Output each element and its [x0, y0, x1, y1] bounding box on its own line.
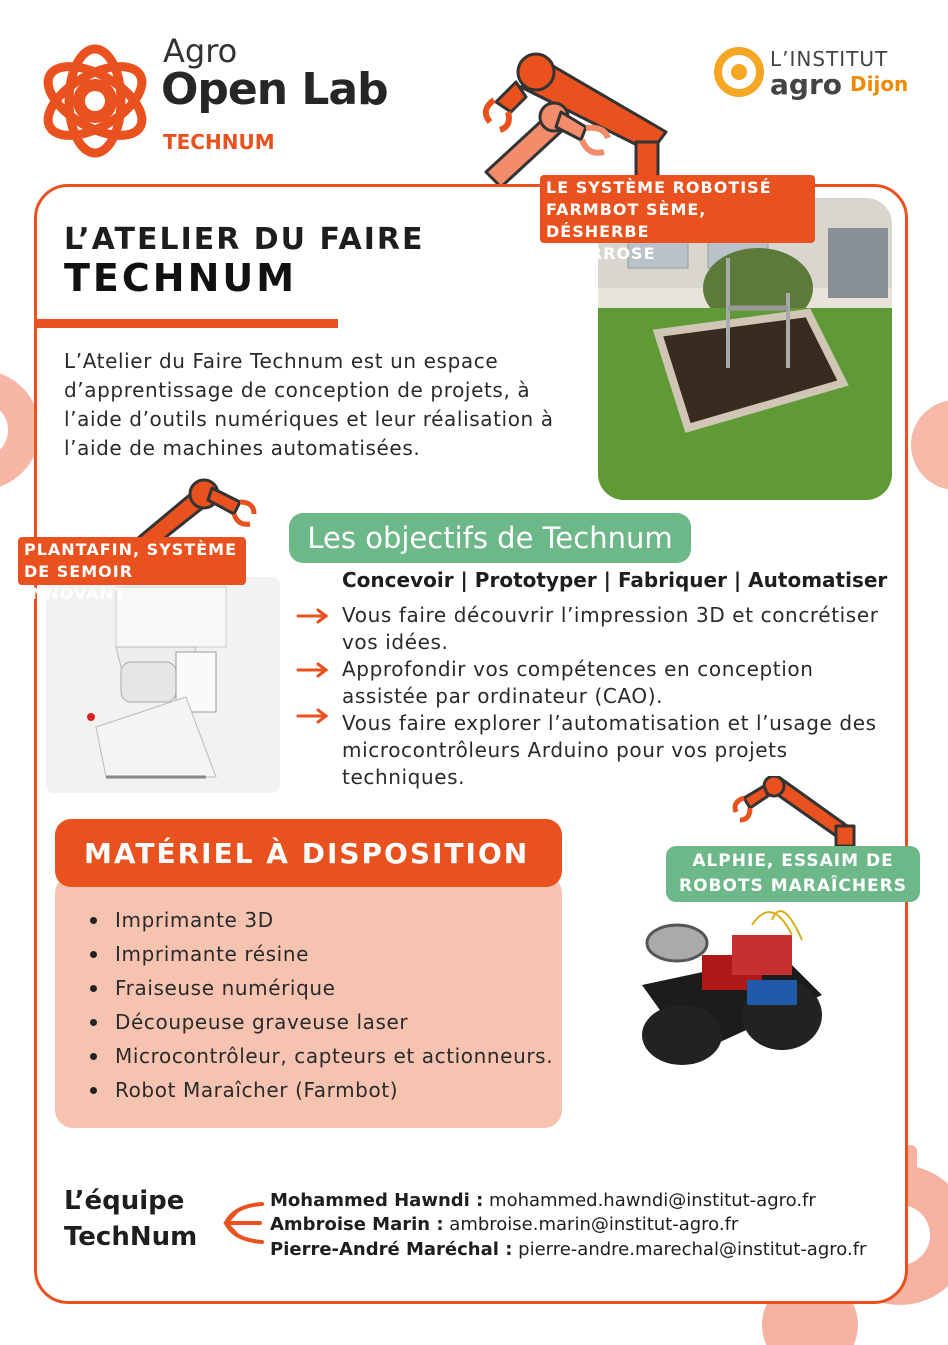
- objective-item: Approfondir vos compétences en conception assistée par ordinateur (CAO).: [342, 657, 814, 708]
- team-member-name: Pierre-André Maréchal :: [270, 1239, 513, 1260]
- logo-technum-text: TECHNUM: [163, 130, 275, 154]
- list-item: Découpeuse graveuse laser: [88, 1005, 553, 1039]
- logo-open-lab-text: Open Lab: [161, 64, 388, 115]
- team-title-line2: TechNum: [64, 1222, 198, 1252]
- logo-agro-text: Agro: [163, 32, 238, 70]
- farmbot-label: [540, 175, 815, 263]
- plantafin-label-line2: DE SEMOIR INNOVANT: [24, 562, 134, 603]
- team-member-email[interactable]: mohammed.hawndi@institut-agro.fr: [489, 1190, 816, 1211]
- team-member: [270, 1239, 866, 1260]
- list-item: Robot Maraîcher (Farmbot): [88, 1073, 553, 1107]
- objective-item: Vous faire explorer l’automatisation et l’usage des microcontrôleurs Arduino pour vos projets techniques.: [342, 711, 877, 789]
- materiel-list: [88, 903, 553, 1107]
- team-title-line1: L’équipe: [64, 1186, 185, 1216]
- team-member-name: Mohammed Hawndi :: [270, 1190, 484, 1211]
- objectives-title: Les objectifs de Technum: [289, 513, 691, 563]
- farmbot-label-line3: ET ARROSE: [546, 244, 656, 263]
- open-lab-logo-icon: [32, 38, 158, 164]
- alphie-photo: [632, 895, 828, 1091]
- objective-item: Vous faire découvrir l’impression 3D et concrétiser vos idées.: [342, 603, 879, 654]
- alphie-label-line2: ROBOTS MARAÎCHERS: [678, 876, 907, 896]
- arrow-right-icon: [296, 662, 330, 678]
- robot-arm-alphie-icon: [728, 776, 860, 846]
- plantafin-photo: [46, 577, 280, 793]
- gear-right-decoration: [906, 390, 948, 500]
- arrow-right-icon: [296, 708, 330, 724]
- list-item: Imprimante résine: [88, 937, 553, 971]
- institut-dijon-text: Dijon: [850, 72, 909, 96]
- farmbot-label-line2: FARMBOT SÈME, DÉSHERBE: [546, 200, 707, 241]
- farmbot-label-line1: LE SYSTÈME ROBOTISÉ: [546, 178, 772, 197]
- title-underline: [36, 319, 338, 328]
- team-member: [270, 1214, 738, 1235]
- list-item: Microcontrôleur, capteurs et actionneurs.: [88, 1039, 553, 1073]
- team-member-email[interactable]: ambroise.marin@institut-agro.fr: [449, 1214, 739, 1235]
- plantafin-label-line1: PLANTAFIN, SYSTÈME: [24, 540, 237, 559]
- team-member-name: Ambroise Marin :: [270, 1214, 444, 1235]
- intro-paragraph: L’Atelier du Faire Technum est un espace d’apprentissage de conception de projets, à l’aide d’outils numériques et leur réalisation à l’aide de machines automatisées.: [64, 349, 554, 460]
- arrow-right-icon: [296, 608, 330, 624]
- alphie-label-line1: ALPHIE, ESSAIM DE: [692, 851, 894, 871]
- institut-agro-logo-icon: [714, 47, 764, 97]
- team-member-email[interactable]: pierre-andre.marechal@institut-agro.fr: [518, 1239, 867, 1260]
- page-title-line2: TECHNUM: [64, 256, 298, 300]
- team-member: [270, 1190, 816, 1211]
- objectives-subtitle: Concevoir | Prototyper | Fabriquer | Automatiser: [342, 568, 888, 592]
- robot-arm-top-icon: [466, 42, 696, 188]
- institut-line1: L’INSTITUT: [770, 47, 889, 71]
- institut-agro-text: agro: [770, 68, 842, 101]
- alphie-label: [666, 846, 920, 902]
- team-arrow-icon: [220, 1196, 266, 1250]
- page-title-line1: L’ATELIER DU FAIRE: [64, 222, 425, 257]
- plantafin-label: [18, 537, 246, 603]
- materiel-title: MATÉRIEL À DISPOSITION: [84, 837, 530, 870]
- list-item: Imprimante 3D: [88, 903, 553, 937]
- list-item: Fraiseuse numérique: [88, 971, 553, 1005]
